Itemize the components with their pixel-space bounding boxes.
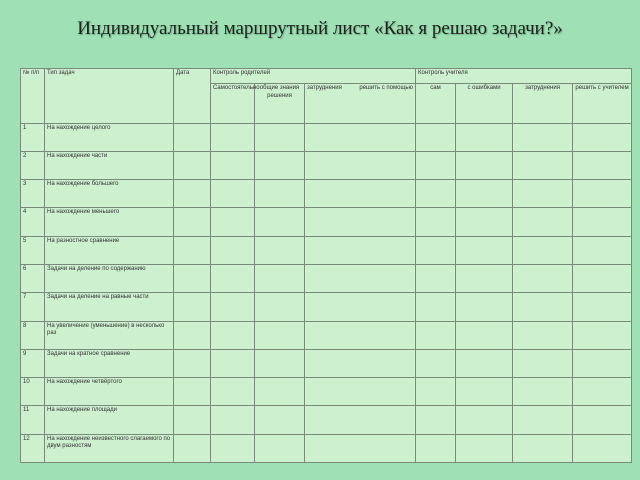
- row-task-type: На нахождение части: [45, 151, 174, 179]
- empty-cell[interactable]: [305, 321, 416, 349]
- row-task-type: На нахождение большего: [45, 180, 174, 208]
- row-number: 6: [21, 264, 45, 292]
- empty-cell[interactable]: [174, 406, 211, 434]
- empty-cell[interactable]: [456, 208, 513, 236]
- empty-cell[interactable]: [416, 406, 456, 434]
- table-row: [21, 264, 632, 292]
- empty-cell[interactable]: [255, 236, 305, 264]
- empty-cell[interactable]: [416, 264, 456, 292]
- empty-cell[interactable]: [416, 208, 456, 236]
- empty-cell[interactable]: [573, 349, 632, 377]
- empty-cell[interactable]: [211, 264, 255, 292]
- empty-cell[interactable]: [456, 180, 513, 208]
- row-task-type: Задачи на деление на равные части: [45, 293, 174, 321]
- table-row: [21, 208, 632, 236]
- row-number: 1: [21, 123, 45, 151]
- empty-cell[interactable]: [573, 378, 632, 406]
- subheader: [305, 84, 416, 123]
- empty-cell[interactable]: [174, 123, 211, 151]
- table-row: [21, 378, 632, 406]
- empty-cell[interactable]: [456, 434, 513, 462]
- empty-cell[interactable]: [416, 378, 456, 406]
- empty-cell[interactable]: [573, 151, 632, 179]
- row-number: 2: [21, 151, 45, 179]
- empty-cell[interactable]: [305, 293, 416, 321]
- empty-cell[interactable]: [416, 349, 456, 377]
- empty-cell[interactable]: [305, 378, 416, 406]
- table-row: [21, 434, 632, 462]
- row-task-type: На увеличение (уменьшение) в несколько раз: [45, 321, 174, 349]
- empty-cell[interactable]: [255, 321, 305, 349]
- table-row: [21, 321, 632, 349]
- empty-cell[interactable]: [513, 321, 573, 349]
- route-sheet-table: [20, 68, 632, 463]
- empty-cell[interactable]: [513, 406, 573, 434]
- col-num-header: № п/п: [21, 69, 45, 124]
- empty-cell[interactable]: [174, 434, 211, 462]
- empty-cell[interactable]: [416, 321, 456, 349]
- row-number: 5: [21, 236, 45, 264]
- row-number: 10: [21, 378, 45, 406]
- table-row: [21, 151, 632, 179]
- empty-cell[interactable]: [573, 434, 632, 462]
- row-number: 12: [21, 434, 45, 462]
- empty-cell[interactable]: [255, 151, 305, 179]
- empty-cell[interactable]: [211, 406, 255, 434]
- row-task-type: На нахождение неизвестного слагаемого по двум разностям: [45, 434, 174, 462]
- table-row: [21, 349, 632, 377]
- empty-cell[interactable]: [416, 434, 456, 462]
- empty-cell[interactable]: [174, 180, 211, 208]
- empty-cell[interactable]: [513, 180, 573, 208]
- subheader: Самостоятельно: [211, 84, 255, 123]
- row-task-type: На нахождение площади: [45, 406, 174, 434]
- empty-cell[interactable]: [255, 406, 305, 434]
- empty-cell[interactable]: [513, 208, 573, 236]
- row-task-type: На нахождение целого: [45, 123, 174, 151]
- col-type-header: Тип задач: [45, 69, 174, 124]
- row-number: 9: [21, 349, 45, 377]
- empty-cell[interactable]: [211, 151, 255, 179]
- empty-cell[interactable]: [573, 236, 632, 264]
- empty-cell[interactable]: [573, 180, 632, 208]
- empty-cell[interactable]: [255, 123, 305, 151]
- parent-control-header: Контроль родителей: [211, 69, 416, 84]
- col-date-header: Дата: [174, 69, 211, 124]
- table-row: [21, 236, 632, 264]
- empty-cell[interactable]: [174, 264, 211, 292]
- empty-cell[interactable]: [211, 180, 255, 208]
- table-header-row: [21, 69, 632, 84]
- row-number: 3: [21, 180, 45, 208]
- empty-cell[interactable]: [211, 378, 255, 406]
- empty-cell[interactable]: [513, 349, 573, 377]
- empty-cell[interactable]: [305, 123, 416, 151]
- teacher-control-header: Контроль учителя: [416, 69, 632, 84]
- empty-cell[interactable]: [513, 434, 573, 462]
- empty-cell[interactable]: [456, 293, 513, 321]
- empty-cell[interactable]: [513, 236, 573, 264]
- empty-cell[interactable]: [305, 434, 416, 462]
- row-task-type: На разностное сравнение: [45, 236, 174, 264]
- empty-cell[interactable]: [211, 236, 255, 264]
- empty-cell[interactable]: [174, 293, 211, 321]
- empty-cell[interactable]: [416, 123, 456, 151]
- empty-cell[interactable]: [255, 180, 305, 208]
- empty-cell[interactable]: [513, 293, 573, 321]
- empty-cell[interactable]: [305, 208, 416, 236]
- empty-cell[interactable]: [305, 406, 416, 434]
- empty-cell[interactable]: [211, 434, 255, 462]
- row-number: 11: [21, 406, 45, 434]
- empty-cell[interactable]: [573, 321, 632, 349]
- row-task-type: Задачи на кратное сравнение: [45, 349, 174, 377]
- row-number: 8: [21, 321, 45, 349]
- empty-cell[interactable]: [456, 378, 513, 406]
- row-task-type: На нахождение четвёртого: [45, 378, 174, 406]
- table-row: [21, 123, 632, 151]
- row-task-type: Задачи на деление по содержанию: [45, 264, 174, 292]
- empty-cell[interactable]: [305, 180, 416, 208]
- empty-cell[interactable]: [305, 151, 416, 179]
- subheader: с ошибками: [456, 84, 513, 123]
- empty-cell[interactable]: [255, 434, 305, 462]
- row-number: 4: [21, 208, 45, 236]
- empty-cell[interactable]: [211, 293, 255, 321]
- row-number: 7: [21, 293, 45, 321]
- empty-cell[interactable]: [573, 208, 632, 236]
- table-row: [21, 406, 632, 434]
- empty-cell[interactable]: [573, 406, 632, 434]
- empty-cell[interactable]: [174, 208, 211, 236]
- empty-cell[interactable]: [255, 349, 305, 377]
- empty-cell[interactable]: [211, 349, 255, 377]
- empty-cell[interactable]: [513, 378, 573, 406]
- page-title: Индивидуальный маршрутный лист «Как я решаю задачи?»: [77, 18, 563, 39]
- empty-cell[interactable]: [255, 264, 305, 292]
- empty-cell[interactable]: [573, 123, 632, 151]
- empty-cell[interactable]: [174, 236, 211, 264]
- empty-cell[interactable]: [456, 264, 513, 292]
- empty-cell[interactable]: [305, 236, 416, 264]
- empty-cell[interactable]: [456, 236, 513, 264]
- empty-cell[interactable]: [255, 378, 305, 406]
- empty-cell[interactable]: [456, 123, 513, 151]
- subheader: сам: [416, 84, 456, 123]
- subheader-right: решить с помощью: [359, 85, 414, 92]
- empty-cell[interactable]: [416, 151, 456, 179]
- empty-cell[interactable]: [174, 349, 211, 377]
- empty-cell[interactable]: [456, 406, 513, 434]
- empty-cell[interactable]: [456, 321, 513, 349]
- empty-cell[interactable]: [573, 264, 632, 292]
- empty-cell[interactable]: [416, 180, 456, 208]
- empty-cell[interactable]: [305, 349, 416, 377]
- subheader-left: затруднения: [307, 85, 342, 92]
- subheader: затруднения: [513, 84, 573, 123]
- empty-cell[interactable]: [255, 293, 305, 321]
- subheader: общие знания решения: [255, 84, 305, 123]
- row-task-type: На нахождение меньшего: [45, 208, 174, 236]
- empty-cell[interactable]: [211, 208, 255, 236]
- empty-cell[interactable]: [255, 208, 305, 236]
- empty-cell[interactable]: [174, 151, 211, 179]
- subheader: решить с учителем: [573, 84, 632, 123]
- empty-cell[interactable]: [305, 264, 416, 292]
- empty-cell[interactable]: [174, 321, 211, 349]
- table-row: [21, 180, 632, 208]
- empty-cell[interactable]: [573, 293, 632, 321]
- empty-cell[interactable]: [456, 349, 513, 377]
- empty-cell[interactable]: [513, 264, 573, 292]
- empty-cell[interactable]: [211, 321, 255, 349]
- empty-cell[interactable]: [174, 378, 211, 406]
- empty-cell[interactable]: [513, 123, 573, 151]
- empty-cell[interactable]: [456, 151, 513, 179]
- empty-cell[interactable]: [211, 123, 255, 151]
- empty-cell[interactable]: [513, 151, 573, 179]
- empty-cell[interactable]: [416, 236, 456, 264]
- table-row: [21, 293, 632, 321]
- empty-cell[interactable]: [416, 293, 456, 321]
